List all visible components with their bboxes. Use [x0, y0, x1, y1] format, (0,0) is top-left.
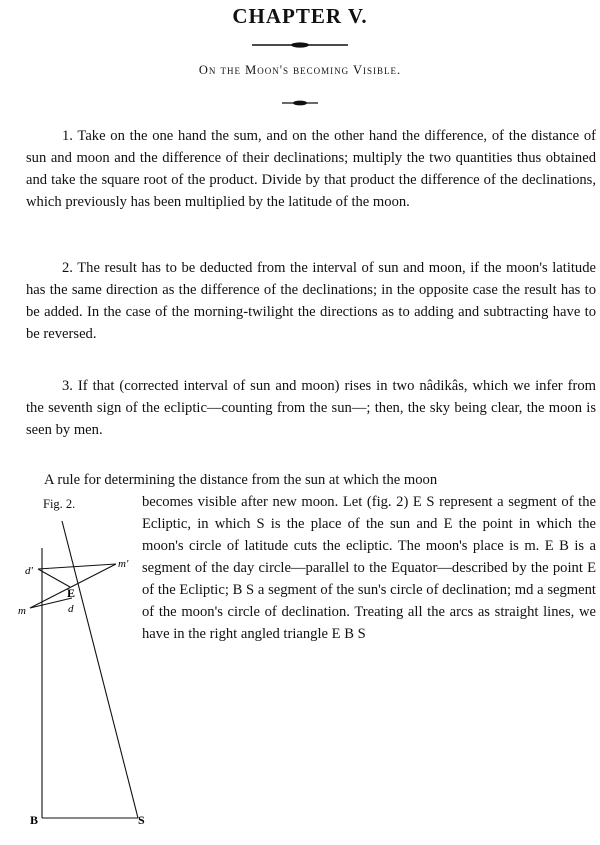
label-E: E: [67, 586, 76, 600]
label-m: m: [18, 605, 26, 617]
line-dprime-e: [38, 569, 70, 587]
label-d: d: [68, 603, 74, 615]
line-m-d: [30, 598, 72, 608]
figure-label: Fig. 2.: [43, 497, 76, 511]
label-d-prime: d': [25, 565, 33, 577]
paragraph-3: 3. If that (corrected interval of sun and moon) rises in two nâdikâs, which we infer from the seventh sign of the ecliptic—counting from the sun—; then, the sky being clear, the moon is seen by men.: [26, 378, 596, 438]
paragraph-2: 2. The result has to be deducted from the interval of sun and moon, if the moon's latitude has the same direction as the difference of the declinations; in the opposite case the result has to be added. In the case of the morning-twilight the directions as to adding and subtracting have to be reversed.: [26, 260, 596, 342]
paragraph-1: 1. Take on the one hand the sum, and on the other hand the difference, of the distance of sun and moon and the difference of their declinations; multiply the two quantities thus obtained and take the square root of the product. Divide by that product the difference of the declinations, which previously has been multiplied by the latitude of the moon.: [26, 128, 596, 210]
label-S: S: [138, 813, 145, 827]
paragraph-4-body: becomes visible after new moon. Let (fig. 2) E S represent a segment of the Ecliptic, in which S is the place of the sun and E the point in which the moon's circle of latitude cuts the ecliptic. The moon's place is m. E B is a segment of the day circle—parallel to the Equator—described by the point E of the Ecliptic; B S a segment of the sun's circle of declination; md a segment of the moon's circle of declination. Treating all the arcs as straight lines, we have in the right angled triangle E B S: [142, 494, 596, 642]
section-title: On the Moon's becoming Visible.: [198, 63, 402, 77]
chapter-title: CHAPTER V.: [232, 4, 368, 28]
label-m-prime: m': [118, 558, 129, 570]
paragraph-4-first-line: A rule for determining the distance from the sun at which the moon: [44, 472, 438, 488]
label-B: B: [30, 813, 39, 827]
line-dprime-mprime: [38, 564, 116, 569]
